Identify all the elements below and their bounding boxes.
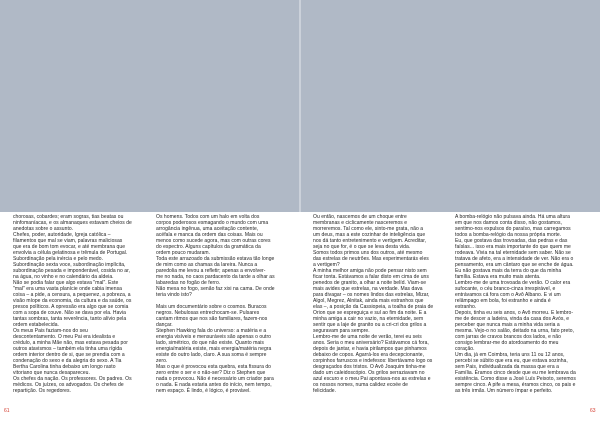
text-column-3 — [313, 214, 451, 414]
text-line: médicos. Os juízes, os advogados. Os chefes de — [13, 382, 124, 388]
text-line: ordem interior dentro de si, que se prendia com a — [13, 352, 125, 358]
text-line: mais avides que estrelas, na verdade. Mas dava — [313, 286, 423, 292]
text-line: o nada. E nada estaria antes do início, nem tempo, — [156, 382, 272, 388]
text-line: crédulo, a minha Mãe não, mas estava pesada por — [13, 340, 128, 346]
text-line: penedos de granito, a olhar a noite belíd. Viam-se — [313, 280, 427, 286]
text-line: Subordinação sexta voce, subordinação implícita, — [13, 262, 126, 268]
text-line: Os homens. Todos com um halo em volta dos — [156, 214, 260, 220]
text-line: Somos todos primos uns dos outros, até mesmo — [313, 250, 423, 256]
text-line: visão míope da economia, da cultura e da saúde, os — [13, 298, 132, 304]
text-line: Toda este arrazoado da submissão estava tão longe — [156, 256, 275, 262]
text-line: teria vindo isto? — [156, 292, 192, 298]
text-line: "mal" era uma vasta planície onde cabia imensa — [13, 286, 122, 292]
text-line: um deus, mas a este cozinhar de inteligência que — [313, 232, 426, 238]
text-line: arrogância ingênua, uma aceitação contente, — [156, 226, 259, 232]
text-line: faíslas... isso era mais importante do que quem me — [455, 244, 571, 250]
text-line: desgraçados dos tristos. O Avô Joaquim tinha-me — [313, 364, 426, 370]
text-line: mesma. Vejo-o no salão, deitado na urna, fato preto, — [455, 328, 575, 334]
text-line: sentimo-nos expulsos do paraíso, mas carregamos — [455, 226, 571, 232]
text-line: Os meus Pais faziam-nos do seu — [13, 328, 88, 334]
text-line: perceber que nunca mais a minha vida seria a — [455, 322, 560, 328]
text-line: Lembro-me de uma trovoada de verão. O calor era — [455, 280, 571, 286]
text-line: outros atavismos – também ela tinha uma rígida — [13, 346, 123, 352]
text-line: Depois, tinha eu seis anos, o Avô morreu. E lembro- — [455, 310, 574, 316]
text-line: vitoriano que nunca desapareceu. — [13, 370, 90, 376]
text-line: me no nada, no caos pardacento da tarde a olhar as — [156, 274, 275, 280]
text-line: com a sopa de couve. Não se dava por ela. Havia — [13, 310, 126, 316]
text-line: paredolia me levou a refletir; apenas a envolver- — [156, 268, 266, 274]
text-line: com jarras de cravos brancos dos lados, e não — [455, 334, 561, 340]
text-line: consigo lembrar-me do atordoamento do meu — [455, 340, 559, 346]
text-line: tratava de afeto, era a intensidade de ver. Não era o — [455, 256, 574, 262]
spread-gutter — [299, 0, 301, 424]
text-line: rodeava. Vivia na tal eternidade sem saber. Não se — [455, 250, 571, 256]
text-line: Mas o que é provocou esta quebra, esta fissura do — [156, 364, 272, 370]
text-line: elas –, a posição da Cassiopeia, a toalha de praia de — [313, 304, 434, 310]
text-line: repartição. Os regedores. — [13, 388, 71, 394]
text-line: energia/matéria existe, mais energia/matéria negra — [156, 346, 272, 352]
text-line: anos. Seria o meu aniversário? Estávamos cá fora, — [313, 340, 429, 346]
text-line: Não mexa no fogo, senão faz xixi na cama. De onde — [156, 286, 275, 292]
text-line: anedotas sobre o assunto. — [13, 226, 74, 232]
text-line: de mim como as chamas da lareira. Nunca a — [156, 262, 258, 268]
text-line: Eu não gostava mais da terra do que da minha — [455, 268, 562, 274]
text-line: para divagar – os nomes lindos das estrelas, Mizar, — [313, 292, 430, 298]
text-line: sempre cinco. A pife a mesa, éramos cinco, os pais e — [455, 382, 576, 388]
text-line: do espectro. Alguns capítulos da gramática da — [156, 244, 261, 250]
text-line: nem espaço. É lindo, é lógico, é provável. — [156, 388, 251, 394]
text-line: Os chefes da nação. Os professores. Os padres. Os — [13, 376, 132, 382]
text-line: negros. Nebulosas entrechocam-se. Pulsares — [156, 310, 260, 316]
text-line: a vertigem? — [313, 262, 340, 268]
text-line: sem Pais, individualizada da massa que era a — [455, 364, 559, 370]
text-line: acéfala e manca da ordem das coisas. Mais ou — [156, 232, 263, 238]
text-line: nos dá tanto entretenimento e vertigem. Acreditar, — [313, 238, 427, 244]
text-line: coisa – a pide, a censura, a pequenez, a pobreza, a — [13, 292, 131, 298]
text-line: tantas sombras, tanta reverência, tanto alívio pela — [13, 316, 127, 322]
text-line: ninfomaníacas, e os almanaques estavam cheios de — [13, 220, 132, 226]
text-line: menos como sucede agora, mas com outras cores — [156, 238, 271, 244]
text-line: membranas e ciclicamente nasceremos e — [313, 220, 408, 226]
text-line: estranho. — [455, 304, 477, 310]
text-line: família. Estava era muito mais atenta. — [455, 274, 541, 280]
text-line: minha amiga a cair no vazio, na eternidade, sem — [313, 316, 424, 322]
text-line: condenação do sexo e da alegria do sexo. A Tia — [13, 358, 122, 364]
text-line: dado um caleidoscópio. Os grilos serraziavam no — [313, 370, 425, 376]
text-line: labaredas no fogão de ferro. — [156, 280, 221, 286]
text-line: me de descer a ladeira, vinda da casa dos Avós, e — [455, 316, 570, 322]
text-line: coração. — [455, 346, 475, 352]
text-line: Eu, que gostava das trovoadas, das pedras e das — [455, 238, 568, 244]
text-line: zero entre o ser e o não-ser? Diz o Stephen que — [156, 370, 266, 376]
text-line: Um dia, já em Coimbra, teria uns 11 ou 12 anos, — [455, 352, 565, 358]
text-line: Lembro-me de uma noite de verão, terei eu seis — [313, 334, 422, 340]
text-line: seguravam para sempre. — [313, 328, 370, 334]
text-line: subordinação pesada e imponderável, cosida no ar, — [13, 268, 130, 274]
text-line: Chefes, poder, autoridade, Igreja católica – — [13, 232, 111, 238]
text-line: ordem pouco mudaram. — [156, 250, 211, 256]
text-line: depois de jantar, e havia pirilampos que pinhamos — [313, 346, 427, 352]
text-line: nada o provocou. Não é necessário um criador para — [156, 376, 274, 382]
text-line: debaixo de copos. Agarrá-los era decepcionante, — [313, 352, 425, 358]
text-line: percebi se súbito que era eu, que estava sozinha, — [455, 358, 568, 364]
text-line: descontentamento. O meu Pai era idealista e — [13, 334, 116, 340]
text-line: na água, no vinho e no calendário da aldeia. — [13, 274, 114, 280]
text-line: Stephen Hawking fala do universo: a matéria e a — [156, 328, 267, 334]
text-line: morreremos. Tal como ele, sinto-me grata, não a — [313, 226, 424, 232]
text-line: em que nos damos conta disso, não gostamos, — [455, 220, 562, 226]
text-line: existência. Como disse a José Luís Peixoto, seremos — [455, 376, 576, 382]
text-line: cantam ritmos que nos são familiares, fazem-nos — [156, 316, 268, 322]
text-line: azul escuro e o meu Pai apontava-nos as estrelas e — [313, 376, 431, 382]
text-line: chorosas, cobardes; eram sogras, tias beatas ou — [13, 214, 124, 220]
text-line: existe do outro lado, claro. A sua soma é sempre — [156, 352, 267, 358]
text-line: seja no que for, é o que se leva desta vida. — [313, 244, 411, 250]
text-line: sentir que a laje de granito ou a cri-cri dos grilos a — [313, 322, 427, 328]
text-line: dançar. — [156, 322, 173, 328]
text-column-4 — [455, 214, 593, 414]
text-line: ordem estabelecida. — [13, 322, 59, 328]
text-line: Família. Éramos cinco desde que eu me lembrava da — [455, 370, 576, 376]
text-line: todos a bomba-relógio da nossa própria morte. — [455, 232, 562, 238]
text-line: lado, simétrico, do que não existe. Quanto mais — [156, 340, 264, 346]
text-line: Ou então, nascemos de um choque entre — [313, 214, 407, 220]
text-line: presos políticos. A opressão era algo que se comia — [13, 304, 129, 310]
text-line: que era de bom tom evocar, e até membrana que — [13, 244, 126, 250]
text-line: Algol, Megrez, Alnitak, ainda mais estranhos que — [313, 298, 424, 304]
text-line: Bertha Carolina tinha debaixo um longo rasto — [13, 364, 116, 370]
text-line: relâmpago em bola, foi estranho e ainda é — [455, 298, 551, 304]
text-column-2 — [156, 214, 294, 414]
page-number-left: 61 — [4, 408, 10, 414]
text-line: felicidade. — [313, 388, 337, 394]
page-number-right: 63 — [590, 408, 596, 414]
text-line: Orion que se espreguiça e sul ao fim da noite. E a — [313, 310, 427, 316]
text-line: envolvia a célula gelatinosa e trêmula de Portugal. — [13, 250, 128, 256]
text-line: as três irmãs. Um número ímpar e perfeito. — [455, 388, 553, 394]
text-line: pensamento, era um cântaro que se enche de água. — [455, 262, 574, 268]
text-line: energia visíveis e mensuráveis são apenas o outro — [156, 334, 272, 340]
text-line: os nossos nomes, numa calidez ecoée de — [313, 382, 409, 388]
text-line: A bomba-relógio não pulsava ainda. Há uma altura — [455, 214, 570, 220]
text-line: A minha melhor amiga não pode pensar nisto sem — [313, 268, 427, 274]
text-line: das estrelas de neutrões. Mas experimentarás eles — [313, 256, 429, 262]
text-line: entrávamos cá fora com o Avô Albano. E vi um — [455, 292, 561, 298]
text-line: Não se podia falar que algo estava "mal". Este — [13, 280, 119, 286]
text-line: filamentos que mal se viam, palavras maliciosas — [13, 238, 123, 244]
text-line: corpinhos farruscos e indefesos: libertávamo logo os — [313, 358, 433, 364]
text-line: Subordinação pela inércia e pelo medo. — [13, 256, 104, 262]
text-column-1 — [13, 214, 151, 414]
text-line: corpos poderosos esmagando o mundo com uma — [156, 220, 269, 226]
text-line: zero. — [156, 358, 168, 364]
text-line: sufocante, o céu branco-cinza irrespirável, e — [455, 286, 556, 292]
text-line: ficar tonta. Estávamos a falar disto em cima de uns — [313, 274, 429, 280]
text-line: Mais um documentário sobre o cosmos. Buracos — [156, 304, 267, 310]
